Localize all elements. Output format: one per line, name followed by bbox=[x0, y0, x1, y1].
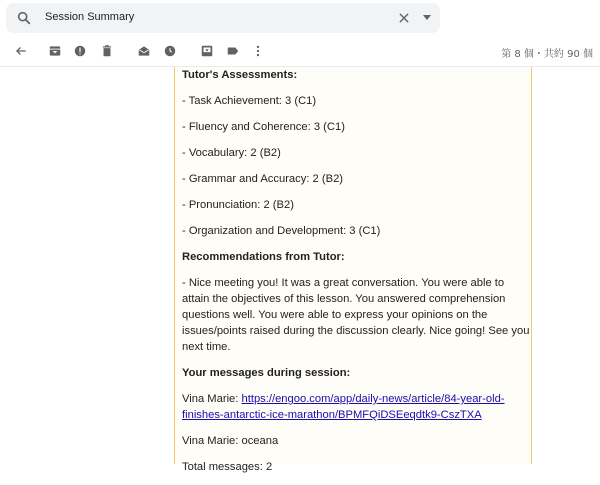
assessment-item: - Grammar and Accuracy: 2 (B2) bbox=[182, 173, 344, 185]
message-item: Vina Marie: oceana bbox=[182, 435, 279, 447]
mail-open-icon[interactable] bbox=[137, 44, 151, 58]
total-messages: Total messages: 2 bbox=[182, 461, 273, 473]
clock-icon[interactable] bbox=[163, 44, 177, 58]
assessment-item: - Task Achievement: 3 (C1) bbox=[182, 95, 317, 107]
messages-heading: Your messages during session: bbox=[182, 367, 351, 379]
assessment-item: - Fluency and Coherence: 3 (C1) bbox=[182, 121, 345, 133]
message-item bbox=[182, 391, 532, 423]
arrow-left-icon[interactable] bbox=[14, 44, 28, 58]
email-message bbox=[182, 67, 532, 485]
recommendations-text: - Nice meeting you! It was a great conversation. You were able to attain the objectives of this lesson. You answered comprehension questions well. You were able to express your opinions on the issues/points raised during the discussion clearly. Nice going! See you next time. bbox=[182, 277, 530, 353]
assessments-heading: Tutor's Assessments: bbox=[182, 69, 298, 81]
assessment-item: - Pronunciation: 2 (B2) bbox=[182, 199, 294, 211]
archive-icon[interactable] bbox=[48, 44, 62, 58]
caret-down-icon[interactable] bbox=[422, 14, 432, 22]
report-icon[interactable] bbox=[73, 44, 87, 58]
assessment-item: - Organization and Development: 3 (C1) bbox=[182, 225, 381, 237]
more-vert-icon[interactable] bbox=[251, 44, 265, 58]
email-toolbar bbox=[0, 36, 600, 67]
trash-icon[interactable] bbox=[100, 44, 114, 58]
label-icon[interactable] bbox=[226, 44, 240, 58]
article-link[interactable]: https://engoo.com/app/daily-news/article/84-year-old-finishes-antarctic-ice-marathon/BPMFQiDSEeqdtk9-CszTXA bbox=[182, 393, 505, 421]
search-input[interactable]: Session Summary bbox=[45, 11, 135, 23]
pagination-count: 第 8 個・共約 90 個 bbox=[501, 49, 593, 60]
top-bar bbox=[0, 0, 600, 36]
move-to-icon[interactable] bbox=[200, 44, 214, 58]
search-icon[interactable] bbox=[16, 10, 32, 26]
close-icon[interactable] bbox=[397, 11, 411, 25]
email-body bbox=[174, 67, 532, 473]
assessment-item: - Vocabulary: 2 (B2) bbox=[182, 147, 281, 159]
recommendations-heading: Recommendations from Tutor: bbox=[182, 251, 345, 263]
message-sender: Vina Marie: bbox=[182, 393, 239, 405]
search-box[interactable] bbox=[6, 3, 440, 33]
